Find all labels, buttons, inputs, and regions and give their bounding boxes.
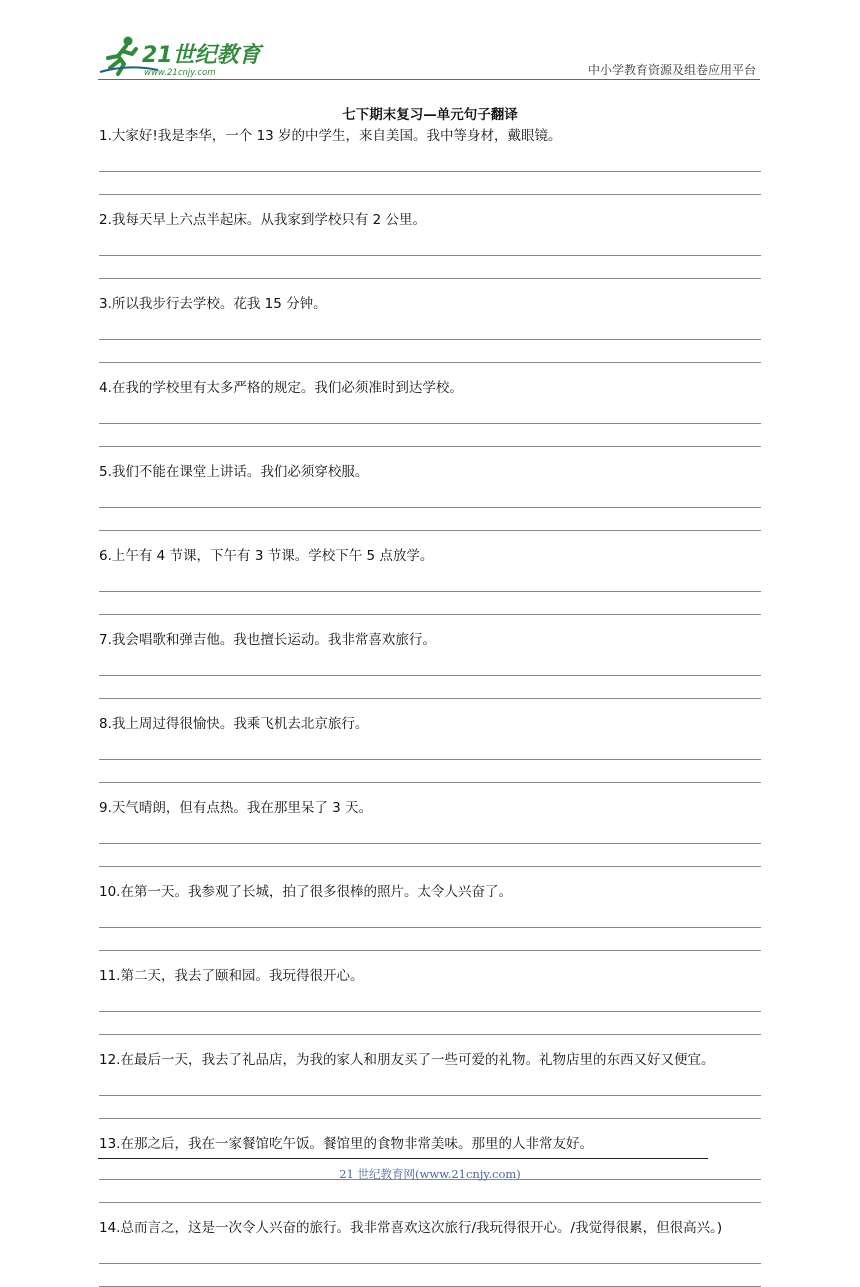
question-text: 6.上午有 4 节课，下午有 3 节课。学校下午 5 点放学。	[99, 548, 434, 564]
site-logo	[98, 32, 268, 78]
answer-line[interactable]	[99, 401, 761, 424]
question-item	[99, 1215, 761, 1287]
answer-line[interactable]	[99, 172, 761, 195]
logo-url-text: www.21cnjy.com	[144, 68, 216, 78]
answer-line[interactable]	[99, 1180, 761, 1203]
question-item	[99, 963, 761, 1047]
answer-line[interactable]	[99, 1096, 761, 1119]
answer-line[interactable]	[99, 592, 761, 615]
question-text: 3.所以我步行去学校。花我 15 分钟。	[99, 296, 327, 312]
question-item	[99, 795, 761, 879]
answer-line[interactable]	[99, 989, 761, 1012]
answer-line[interactable]	[99, 1012, 761, 1035]
answer-line[interactable]	[99, 485, 761, 508]
header-divider	[98, 79, 760, 80]
question-item	[99, 123, 761, 207]
answer-line[interactable]	[99, 1264, 761, 1287]
answer-line[interactable]	[99, 424, 761, 447]
logo-text: 21世纪教育	[142, 43, 261, 68]
question-item	[99, 207, 761, 291]
question-item	[99, 711, 761, 795]
question-item	[99, 627, 761, 711]
question-item	[99, 1047, 761, 1131]
question-item	[99, 375, 761, 459]
question-text: 1.大家好!我是李华，一个 13 岁的中学生，来自美国。我中等身材，戴眼镜。	[99, 128, 562, 144]
answer-line[interactable]	[99, 653, 761, 676]
question-text: 4.在我的学校里有太多严格的规定。我们必须准时到达学校。	[99, 380, 463, 396]
answer-line[interactable]	[99, 676, 761, 699]
question-text: 9.天气晴朗，但有点热。我在那里呆了 3 天。	[99, 800, 373, 816]
answer-line[interactable]	[99, 256, 761, 279]
question-text: 14.总而言之，这是一次令人兴奋的旅行。我非常喜欢这次旅行/我玩得很开心。/我觉得很累，但很高兴。)	[99, 1220, 723, 1236]
platform-name: 中小学教育资源及组卷应用平台	[587, 63, 756, 77]
answer-line[interactable]	[99, 569, 761, 592]
question-item	[99, 543, 761, 627]
answer-line[interactable]	[99, 233, 761, 256]
answer-line[interactable]	[99, 317, 761, 340]
answer-line[interactable]	[99, 760, 761, 783]
question-item	[99, 291, 761, 375]
answer-line[interactable]	[99, 844, 761, 867]
question-text: 2.我每天早上六点半起床。从我家到学校只有 2 公里。	[99, 212, 427, 228]
answer-line[interactable]	[99, 1073, 761, 1096]
question-list	[99, 123, 761, 1287]
question-item	[99, 459, 761, 543]
answer-line[interactable]	[99, 1241, 761, 1264]
question-text: 11.第二天，我去了颐和园。我玩得很开心。	[99, 968, 364, 984]
footer-link[interactable]: 21 世纪教育网(www.21cnjy.com)	[339, 1167, 521, 1181]
answer-line[interactable]	[99, 821, 761, 844]
question-text: 13.在那之后，我在一家餐馆吃午饭。餐馆里的食物非常美味。那里的人非常友好。	[99, 1136, 593, 1152]
answer-line[interactable]	[99, 928, 761, 951]
answer-line[interactable]	[99, 508, 761, 531]
answer-line[interactable]	[99, 340, 761, 363]
question-text: 5.我们不能在课堂上讲话。我们必须穿校服。	[99, 464, 369, 480]
question-text: 7.我会唱歌和弹吉他。我也擅长运动。我非常喜欢旅行。	[99, 632, 436, 648]
question-text: 10.在第一天。我参观了长城，拍了很多很棒的照片。太令人兴奋了。	[99, 884, 512, 900]
answer-line[interactable]	[99, 737, 761, 760]
question-text: 12.在最后一天，我去了礼品店，为我的家人和朋友买了一些可爱的礼物。礼物店里的东西又好又便宜。	[99, 1052, 715, 1068]
question-text: 8.我上周过得很愉快。我乘飞机去北京旅行。	[99, 716, 369, 732]
answer-line[interactable]	[99, 149, 761, 172]
answer-line[interactable]	[99, 905, 761, 928]
page-title: 七下期末复习—单元句子翻译	[342, 107, 518, 123]
footer-divider	[98, 1158, 708, 1159]
page-header	[98, 28, 760, 80]
runner-logo-icon	[98, 32, 268, 78]
question-item	[99, 879, 761, 963]
